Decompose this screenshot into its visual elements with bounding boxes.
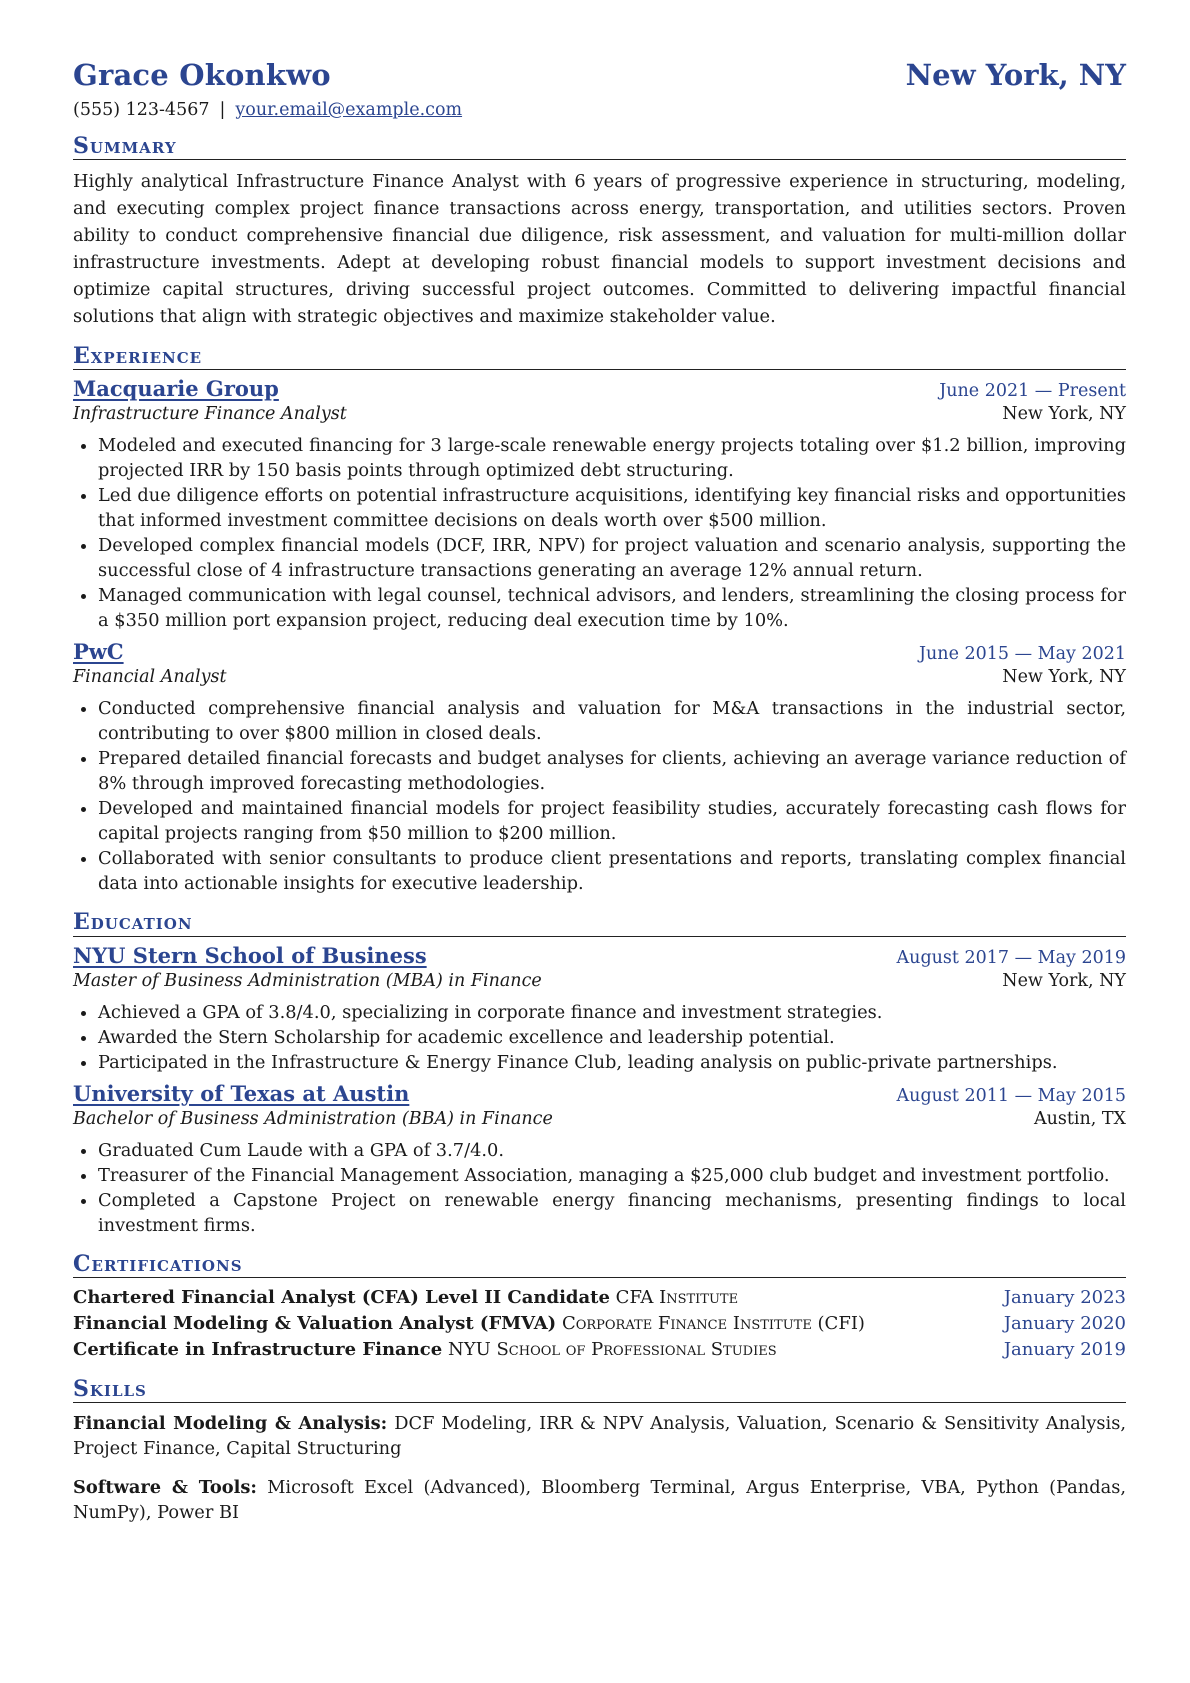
education-entry xyxy=(73,943,1126,1075)
certification-row xyxy=(73,1285,1126,1311)
bullet-item: • Treasurer of the Financial Management Association, managing a $25,000 club budget and investment portfolio. xyxy=(98,1163,1126,1188)
bullet-list xyxy=(73,1138,1126,1238)
certification-issuer: Corporate Finance Institute (CFI) xyxy=(561,1312,865,1334)
degree-title: Master of Business Administration (MBA) in Finance xyxy=(73,970,542,991)
contact-separator: | xyxy=(219,100,226,120)
skill-row xyxy=(73,1411,1126,1461)
entry-location: New York, NY xyxy=(1002,667,1126,688)
bullet-item: • Prepared detailed financial forecasts and budget analyses for clients, achieving an average variance reduction of 8% through improved forecasting methodologies. xyxy=(98,746,1126,796)
certification-issuer: NYU School of Professional Studies xyxy=(447,1338,777,1360)
header-location: New York, NY xyxy=(905,58,1126,92)
bullet-item: • Developed and maintained financial models for project feasibility studies, accurately forecasting cash flows for capital projects ranging from $50 million to $200 million. xyxy=(98,796,1126,846)
certification-date: January 2020 xyxy=(1003,1312,1126,1334)
school-link[interactable]: NYU Stern School of Business xyxy=(73,942,427,968)
candidate-name: Grace Okonkwo xyxy=(73,58,331,92)
bullet-list xyxy=(73,696,1126,896)
employer-link[interactable]: PwC xyxy=(73,639,124,665)
entry-dates: August 2017 — May 2019 xyxy=(896,947,1126,968)
email-link[interactable]: your.email@example.com xyxy=(235,100,463,120)
bullet-item: • Awarded the Stern Scholarship for academic excellence and leadership potential. xyxy=(98,1025,1126,1050)
bullet-list xyxy=(73,433,1126,633)
bullet-item: • Developed complex financial models (DCF, IRR, NPV) for project valuation and scenario analysis, supporting the successful close of 4 infrastructure transactions generating an average 12% annual return. xyxy=(98,533,1126,583)
bullet-item: • Participated in the Infrastructure & Energy Finance Club, leading analysis on public-private partnerships. xyxy=(98,1050,1126,1075)
bullet-item: • Led due diligence efforts on potential infrastructure acquisitions, identifying key financial risks and opportunities that informed investment committee decisions on deals worth over $500 million. xyxy=(98,483,1126,533)
education-entry xyxy=(73,1081,1126,1238)
certification-name: Chartered Financial Analyst (CFA) Level II Candidate xyxy=(73,1286,610,1308)
contact-line xyxy=(73,100,1126,120)
summary-section xyxy=(73,134,1126,330)
bullet-item: • Completed a Capstone Project on renewable energy financing mechanisms, presenting findings to local investment firms. xyxy=(98,1188,1126,1238)
education-section xyxy=(73,910,1126,1237)
certification-name: Financial Modeling & Valuation Analyst (FMVA) xyxy=(73,1312,557,1334)
entry-location: Austin, TX xyxy=(1033,1108,1126,1129)
experience-entry xyxy=(73,376,1126,633)
certification-date: January 2019 xyxy=(1003,1338,1126,1360)
entry-location: New York, NY xyxy=(1002,970,1126,991)
entry-location: New York, NY xyxy=(1002,404,1126,425)
school-link[interactable]: University of Texas at Austin xyxy=(73,1080,410,1106)
bullet-item: • Conducted comprehensive financial analysis and valuation for M&A transactions in the industrial sector, contributing to over $800 million in closed deals. xyxy=(98,696,1126,746)
certification-row xyxy=(73,1311,1126,1337)
bullet-item: • Achieved a GPA of 3.8/4.0, specializing in corporate finance and investment strategies. xyxy=(98,1000,1126,1025)
certifications-list xyxy=(73,1285,1126,1363)
entry-dates: June 2021 — Present xyxy=(939,381,1126,402)
certification-issuer: CFA Institute xyxy=(615,1286,739,1308)
experience-entry xyxy=(73,639,1126,896)
bullet-item: • Modeled and executed financing for 3 large-scale renewable energy projects totaling over $1.2 billion, improving projected IRR by 150 basis points through optimized debt structuring. xyxy=(98,433,1126,483)
bullet-list xyxy=(73,1000,1126,1075)
skill-row xyxy=(73,1475,1126,1525)
resume-header xyxy=(73,58,1126,92)
certification-date: January 2023 xyxy=(1003,1286,1126,1308)
bullet-item: • Collaborated with senior consultants to produce client presentations and reports, translating complex financial data into actionable insights for executive leadership. xyxy=(98,846,1126,896)
certification-row xyxy=(73,1337,1126,1363)
skills-heading: Skills xyxy=(73,1377,1126,1403)
skill-label: Software & Tools: xyxy=(73,1476,257,1498)
education-heading: Education xyxy=(73,910,1126,936)
experience-heading: Experience xyxy=(73,344,1126,370)
resume-page xyxy=(73,58,1126,1525)
certification-name: Certificate in Infrastructure Finance xyxy=(73,1338,443,1360)
certifications-section xyxy=(73,1252,1126,1363)
summary-heading: Summary xyxy=(73,134,1126,160)
bullet-item: • Managed communication with legal counsel, technical advisors, and lenders, streamlining the closing process for a $350 million port expansion project, reducing deal execution time by 10%. xyxy=(98,583,1126,633)
bullet-item: • Graduated Cum Laude with a GPA of 3.7/4.0. xyxy=(98,1138,1126,1163)
skill-value: DCF Modeling, IRR & NPV Analysis, Valuation, Scenario & Sensitivity Analysis, Project Finance, Capital Structuring xyxy=(73,1412,1127,1459)
job-title: Financial Analyst xyxy=(73,667,227,688)
experience-section xyxy=(73,344,1126,896)
summary-text: Highly analytical Infrastructure Finance Analyst with 6 years of progressive experience in structuring, modeling, and executing complex project finance transactions across energy, transportation, and utilities sectors. Proven ability to conduct comprehensive financial due diligence, risk assessment, and valuation for multi-million dollar infrastructure investments. Adept at developing robust financial models to support investment decisions and optimize capital structures, driving successful project outcomes. Committed to delivering impactful financial solutions that align with strategic objectives and maximize stakeholder value. xyxy=(73,171,1126,328)
phone-number: (555) 123-4567 xyxy=(73,100,210,120)
degree-title: Bachelor of Business Administration (BBA) in Finance xyxy=(73,1108,553,1129)
certifications-heading: Certifications xyxy=(73,1252,1126,1278)
entry-dates: August 2011 — May 2015 xyxy=(896,1085,1126,1106)
skills-section xyxy=(73,1377,1126,1525)
skill-label: Financial Modeling & Analysis: xyxy=(73,1412,388,1434)
job-title: Infrastructure Finance Analyst xyxy=(73,404,347,425)
entry-dates: June 2015 — May 2021 xyxy=(919,644,1126,665)
employer-link[interactable]: Macquarie Group xyxy=(73,376,279,402)
skill-value: Microsoft Excel (Advanced), Bloomberg Terminal, Argus Enterprise, VBA, Python (Pandas, NumPy), Power BI xyxy=(73,1476,1126,1523)
